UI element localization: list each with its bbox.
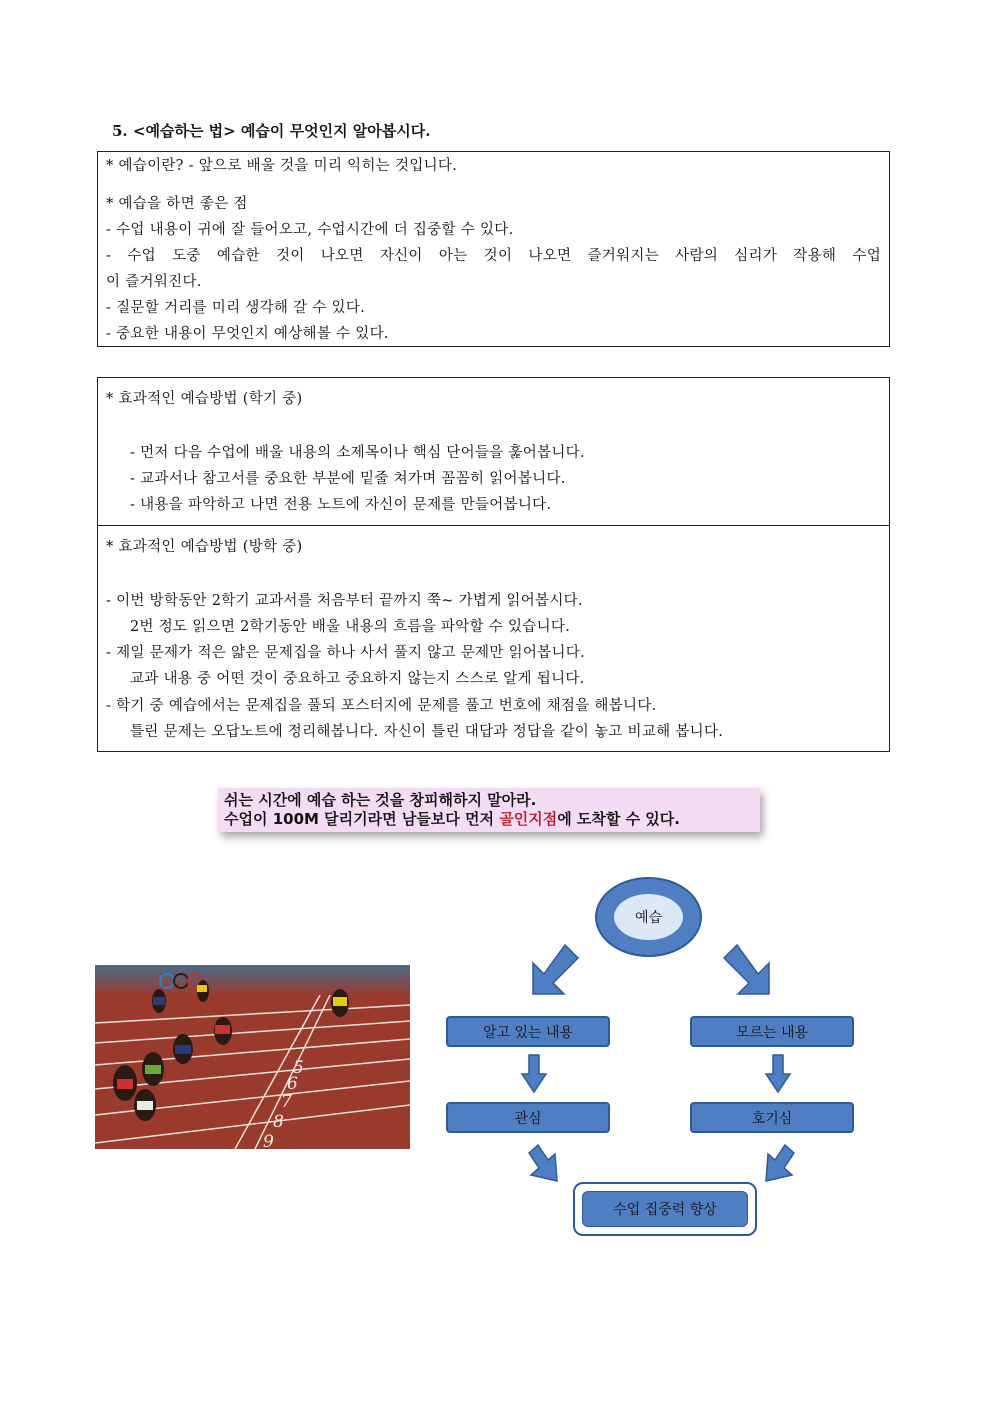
vacation-item-cont: 틀린 문제는 오답노트에 정리해봅니다. 자신이 틀린 대답과 정답을 같이 놓고 비교해 봅니다. bbox=[130, 724, 724, 740]
arrow-down-right-icon bbox=[724, 945, 769, 994]
vacation-item: - 제일 문제가 적은 얇은 문제집을 하나 사서 풀지 않고 문제만 읽어봅니다. bbox=[106, 645, 586, 661]
vacation-title: * 효과적인 예습방법 (방학 중) bbox=[106, 539, 303, 555]
diagram-curiosity-label: 호기심 bbox=[751, 1110, 793, 1127]
lane-number: 5 bbox=[293, 1058, 304, 1078]
benefit-item: - 중요한 내용이 무엇인지 예상해볼 수 있다. bbox=[106, 326, 389, 342]
benefits-title: * 예습을 하면 좋은 점 bbox=[106, 196, 248, 212]
banner-line-1: 쉬는 시간에 예습 하는 것을 창피해하지 말아라. bbox=[224, 791, 537, 809]
vacation-item-cont: 교과 내용 중 어떤 것이 중요하고 중요하지 않는지 스스로 알게 됩니다. bbox=[130, 671, 585, 687]
definition-line: * 예습이란? - 앞으로 배울 것을 미리 익히는 것입니다. bbox=[106, 158, 458, 174]
benefit-item-cont: 이 즐거워진다. bbox=[106, 274, 202, 290]
diagram-known-label: 알고 있는 내용 bbox=[482, 1024, 574, 1041]
section-heading: 5. <예습하는 법> 예습이 무엇인지 알아봅시다. bbox=[112, 122, 431, 140]
lane-number: 9 bbox=[263, 1132, 274, 1149]
benefit-item: - 질문할 거리를 미리 생각해 갈 수 있다. bbox=[106, 300, 366, 316]
vacation-item: - 학기 중 예습에서는 문제집을 풀되 포스터지에 문제를 풀고 번호에 채점을 해봅니다. bbox=[106, 698, 657, 714]
benefit-item: - 수업 내용이 귀에 잘 들어오고, 수업시간에 더 집중할 수 있다. bbox=[106, 222, 514, 238]
diagram-result-label: 수업 집중력 향상 bbox=[582, 1191, 748, 1227]
semester-item: - 교과서나 참고서를 중요한 부분에 밑줄 쳐가며 꼼꼼히 읽어봅니다. bbox=[130, 471, 566, 487]
arrow-down-icon bbox=[766, 1055, 790, 1092]
diagram-interest-label: 관심 bbox=[514, 1110, 542, 1127]
semester-item: - 내용을 파악하고 나면 전용 노트에 자신이 문제를 만들어봅니다. bbox=[130, 497, 552, 513]
banner-highlight: 골인지점 bbox=[499, 810, 558, 828]
semester-title: * 효과적인 예습방법 (학기 중) bbox=[106, 391, 303, 407]
arrow-down-icon bbox=[522, 1055, 546, 1092]
banner-text: 에 도착할 수 있다. bbox=[557, 810, 680, 828]
arrow-down-left-icon bbox=[766, 1145, 794, 1181]
diagram-top-label: 예습 bbox=[614, 894, 683, 940]
arrow-down-right-icon bbox=[529, 1145, 557, 1181]
semester-item: - 먼저 다음 수업에 배울 내용의 소제목이나 핵심 단어들을 훑어봅니다. bbox=[130, 445, 585, 461]
lane-number: 6 bbox=[287, 1074, 298, 1094]
banner-text: 수업이 100M 달리기라면 남들보다 먼저 bbox=[224, 810, 500, 828]
lane-number: 7 bbox=[281, 1092, 292, 1112]
vacation-item: - 이번 방학동안 2학기 교과서를 처음부터 끝까지 쭉~ 가볍게 읽어봅시다. bbox=[106, 593, 583, 609]
lane-number: 8 bbox=[273, 1112, 284, 1132]
vacation-item-cont: 2번 정도 읽으면 2학기동안 배울 내용의 흐름을 파악할 수 있습니다. bbox=[130, 619, 571, 635]
diagram-unknown-label: 모르는 내용 bbox=[735, 1024, 809, 1041]
arrow-down-left-icon bbox=[533, 945, 578, 994]
benefit-item: - 수업 도중 예습한 것이 나오면 자신이 아는 것이 나오면 즐거워지는 사람의 심리가 작용해 수업 bbox=[106, 248, 881, 264]
